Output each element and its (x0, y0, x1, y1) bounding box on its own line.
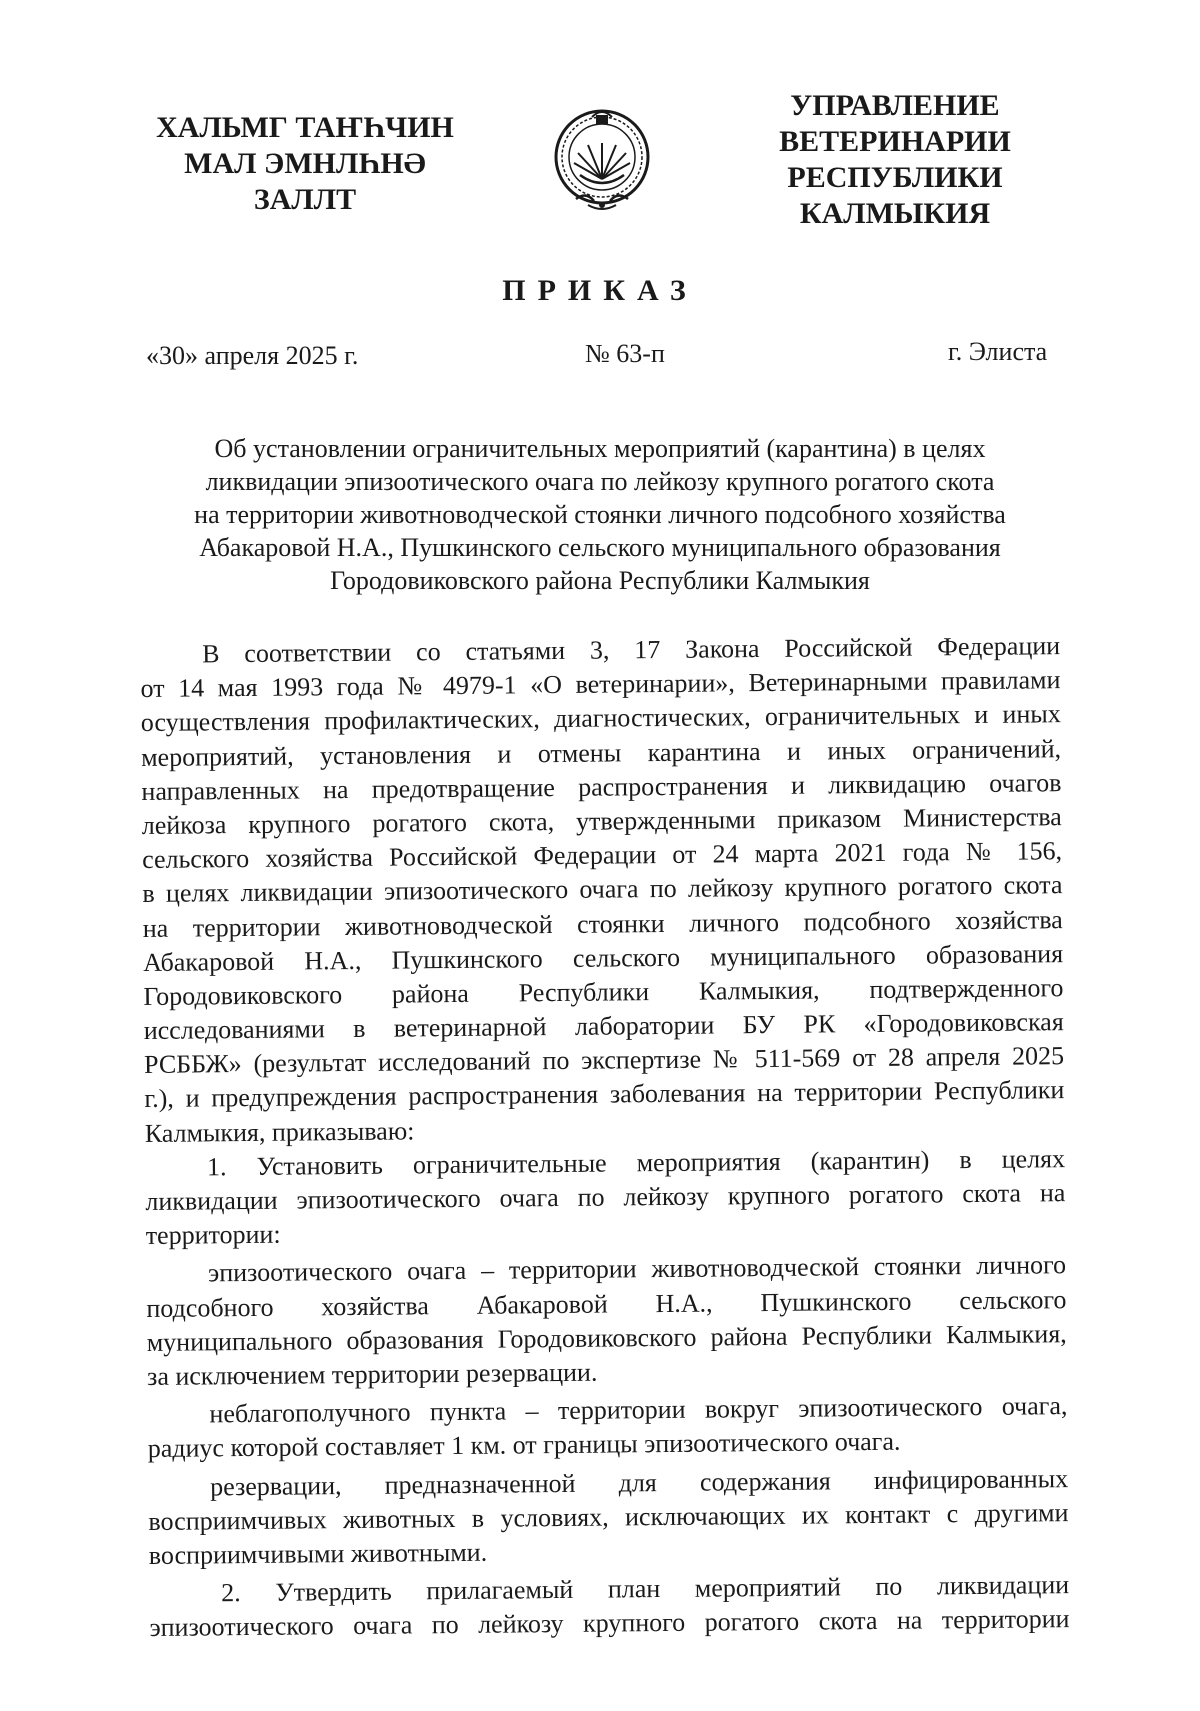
header-right-line: РЕСПУБЛИКИ (787, 161, 1003, 194)
header-kalmyk-org-name (150, 110, 460, 218)
body-line: муниципального образования Городовиковского района Республики Калмыкия, (146, 1318, 1067, 1357)
republic-of-kalmykia-emblem-icon (548, 105, 656, 215)
body-line: направленных на предотвращение распространения и ликвидацию очагов (141, 767, 1062, 806)
body-line: РСББЖ» (результат исследований по экспертизе № 511-569 от 28 апреля 2025 (143, 1041, 1065, 1080)
body-line-item-1: 1. Установить ограничительные мероприятия (карантин) в целях (206, 1143, 1066, 1182)
header-right-line: КАЛМЫКИЯ (799, 197, 991, 230)
body-line: Абакаровой Н.А., Пушкинского сельского муниципального образования (142, 938, 1064, 977)
body-line: В соответствии со статьями 3, 17 Закона Российской Федерации (202, 631, 1061, 669)
order-number: № 63-п (585, 339, 665, 368)
order-subject (130, 432, 1070, 597)
subject-line: Городовиковского района Республики Калмыкия (330, 566, 870, 595)
body-line: ликвидации эпизоотического очага по лейкозу крупного рогатого скота на (145, 1178, 1066, 1216)
body-line: мероприятий, установления и отмены карантина и иных ограничений, (141, 733, 1062, 772)
body-line: лейкоза крупного рогатого скота, утвержденными приказом Министерства (141, 802, 1062, 840)
body-line: сельского хозяйства Российской Федерации от 24 марта 2021 года № 156, (141, 836, 1063, 875)
header-left-line: МАЛ ЭМНЛҺНӘ (184, 147, 426, 180)
body-line: осуществления профилактических, диагностических, ограничительных и иных (140, 699, 1061, 738)
header-right-line: ВЕТЕРИНАРИИ (779, 125, 1011, 158)
body-line: эпизоотического очага по лейкозу крупного рогатого скота на территории (149, 1604, 1070, 1643)
body-line: исследованиями в ветеринарной лаборатории БУ РК «Городовиковская (143, 1007, 1064, 1046)
body-line: радиус которой составляет 1 км. от границы эпизоотического очага. (147, 1427, 901, 1464)
body-line: на территории животноводческой стоянки личного подсобного хозяйства (142, 904, 1063, 943)
body-line: Городовиковского района Республики Калмыкия, подтвержденного (143, 973, 1064, 1011)
document-title: ПРИКАЗ (502, 274, 698, 307)
body-line: за исключением территории резервации. (146, 1357, 598, 1391)
order-city: г. Элиста (948, 337, 1048, 366)
order-body (140, 629, 1070, 1645)
body-line-item-2: 2. Утвердить прилагаемый план мероприятий по ликвидации (221, 1570, 1070, 1608)
body-line: территории: (145, 1219, 281, 1251)
body-line: подсобного хозяйства Абакаровой Н.А., Пушкинского сельского (146, 1284, 1067, 1323)
subject-line: Абакаровой Н.А., Пушкинского сельского муниципального образования (199, 533, 1001, 562)
header-russian-org-name (745, 88, 1045, 232)
body-line: в целях ликвидации эпизоотического очага по лейкозу крупного рогатого скота (142, 870, 1063, 909)
body-line: эпизоотического очага – территории животноводческой стоянки личного (207, 1250, 1067, 1288)
body-line: г.), и предупреждения распространения заболевания на территории Республики (144, 1075, 1065, 1114)
header-left-line: ХАЛЬМГ ТАҤҺЧИН (156, 111, 454, 144)
body-line: Калмыкия, приказываю: (144, 1116, 415, 1148)
subject-line: Об установлении ограничительных мероприятий (карантина) в целях (214, 434, 986, 463)
subject-line: ликвидации эпизоотического очага по лейкозу крупного рогатого скота (205, 467, 995, 496)
order-date: «30» апреля 2025 г. (146, 341, 359, 370)
body-line: неблагополучного пункта – территории вокруг эпизоотического очага, (209, 1391, 1068, 1429)
body-line: резервации, предназначенной для содержания инфицированных (210, 1463, 1069, 1501)
header-right-line: УПРАВЛЕНИЕ (790, 89, 1000, 122)
header-left-line: ЗАЛЛТ (253, 183, 357, 216)
body-line: восприимчивых животных в условиях, исключающих их контакт с другими (148, 1497, 1069, 1536)
body-line: от 14 мая 1993 года № 4979-1 «О ветеринарии», Ветеринарными правилами (140, 665, 1061, 704)
body-line: восприимчивыми животными. (148, 1537, 488, 1570)
subject-line: на территории животноводческой стоянки личного подсобного хозяйства (194, 500, 1006, 529)
